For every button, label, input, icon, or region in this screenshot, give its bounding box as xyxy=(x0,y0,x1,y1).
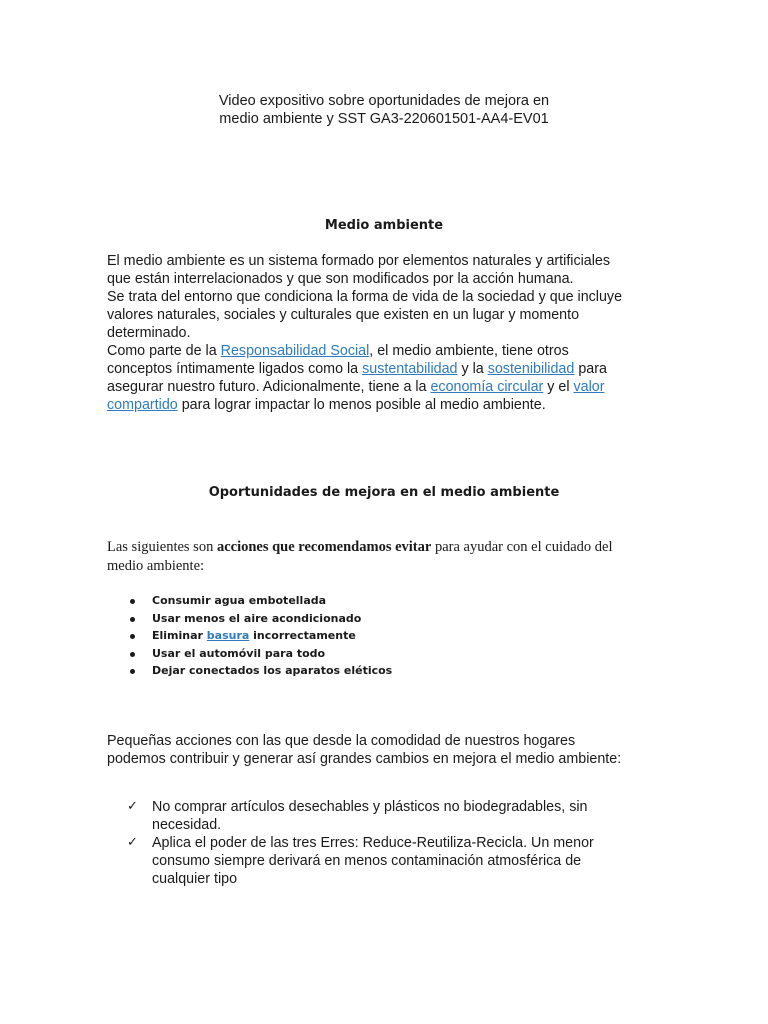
text-line xyxy=(107,538,667,557)
text-line xyxy=(107,360,657,378)
link-valor[interactable]: valor xyxy=(573,379,605,395)
text-fragment: para xyxy=(574,361,607,377)
text-fragment: Como parte de la xyxy=(107,343,221,359)
title-line-1: Video expositivo sobre oportunidades de mejora en xyxy=(218,93,550,109)
text-fragment: y el xyxy=(543,379,574,395)
text-fragment: para ayudar con el cuidado del xyxy=(431,539,613,555)
bullet-dot-icon xyxy=(130,617,135,622)
text-line xyxy=(107,396,657,414)
bullet-dot-icon xyxy=(130,652,135,657)
heading-medio-ambiente: Medio ambiente xyxy=(324,218,444,233)
list-item-text: Consumir agua embotellada xyxy=(152,594,327,607)
list-item-text: incorrectamente xyxy=(249,629,356,642)
emphasis-text: acciones que recomendamos evitar xyxy=(216,539,432,555)
text-line: El medio ambiente es un sistema formado por elementos naturales y artificiales xyxy=(107,253,611,269)
list-item xyxy=(128,610,392,628)
text-line: podemos contribuir y generar así grandes cambios en mejora el medio ambiente: xyxy=(107,751,622,767)
link-economia-circular[interactable]: economía circular xyxy=(430,379,544,395)
paragraph-acciones-intro xyxy=(107,538,667,576)
bullet-dot-icon xyxy=(130,669,135,674)
text-fragment: , el medio ambiente, tiene otros xyxy=(369,343,569,359)
checkmark-icon: ✓ xyxy=(127,799,138,814)
link-sustentabilidad[interactable]: sustentabilidad xyxy=(362,361,458,377)
text-fragment: y la xyxy=(457,361,488,377)
text-fragment: asegurar nuestro futuro. Adicionalmente, tiene a la xyxy=(107,379,431,395)
text-line: consumo siempre derivará en menos contaminación atmosférica de xyxy=(152,853,582,869)
text-line: No comprar artículos desechables y plásticos no biodegradables, sin xyxy=(152,799,588,815)
link-compartido[interactable]: compartido xyxy=(107,397,178,413)
text-fragment: conceptos íntimamente ligados como la xyxy=(107,361,363,377)
text-line: valores naturales, sociales y culturales que existen en un lugar y momento xyxy=(107,307,580,323)
list-item xyxy=(127,798,594,834)
text-fragment: para lograr impactar lo menos posible al medio ambiente. xyxy=(177,397,546,413)
text-fragment: Las siguientes son xyxy=(107,539,217,555)
list-item-text: Eliminar xyxy=(152,629,207,642)
list-item xyxy=(127,834,594,888)
heading-oportunidades: Oportunidades de mejora en el medio ambiente xyxy=(208,485,560,500)
text-line: Se trata del entorno que condiciona la forma de vida de la sociedad y que incluye xyxy=(107,289,623,305)
checkmark-icon: ✓ xyxy=(127,835,138,850)
list-item xyxy=(128,592,392,610)
text-line: Aplica el poder de las tres Erres: Reduce-Reutiliza-Recicla. Un menor xyxy=(152,835,594,851)
bullet-dot-icon xyxy=(130,634,135,639)
list-item-text: Usar el automóvil para todo xyxy=(152,646,326,660)
link-basura[interactable]: basura xyxy=(206,629,250,642)
link-responsabilidad-social[interactable]: Responsabilidad Social xyxy=(220,343,370,359)
paragraph-pequenas-acciones xyxy=(107,732,657,768)
title-line-2: medio ambiente y SST GA3-220601501-AA4-EV01 xyxy=(219,111,549,127)
bullet-list-acciones xyxy=(128,592,392,680)
text-line: Pequeñas acciones con las que desde la comodidad de nuestros hogares xyxy=(107,733,576,749)
bullet-dot-icon xyxy=(130,599,135,604)
list-item xyxy=(128,645,392,663)
text-line: determinado. xyxy=(107,325,191,341)
link-sostenibilidad[interactable]: sostenibilidad xyxy=(487,361,575,377)
text-line: medio ambiente: xyxy=(107,558,205,574)
text-line: necesidad. xyxy=(152,817,222,833)
list-item-text: Usar menos el aire acondicionado xyxy=(152,611,362,625)
document-title xyxy=(100,92,668,128)
list-item xyxy=(128,662,392,680)
paragraph-definition xyxy=(107,252,657,414)
text-line: cualquier tipo xyxy=(152,871,238,887)
text-line xyxy=(107,342,657,360)
list-item-text: Dejar conectados los aparatos eléticos xyxy=(152,664,393,677)
text-line: que están interrelacionados y que son modificados por la acción humana. xyxy=(107,271,574,287)
text-line xyxy=(107,378,657,396)
check-list-acciones xyxy=(127,798,594,888)
list-item xyxy=(128,627,392,645)
